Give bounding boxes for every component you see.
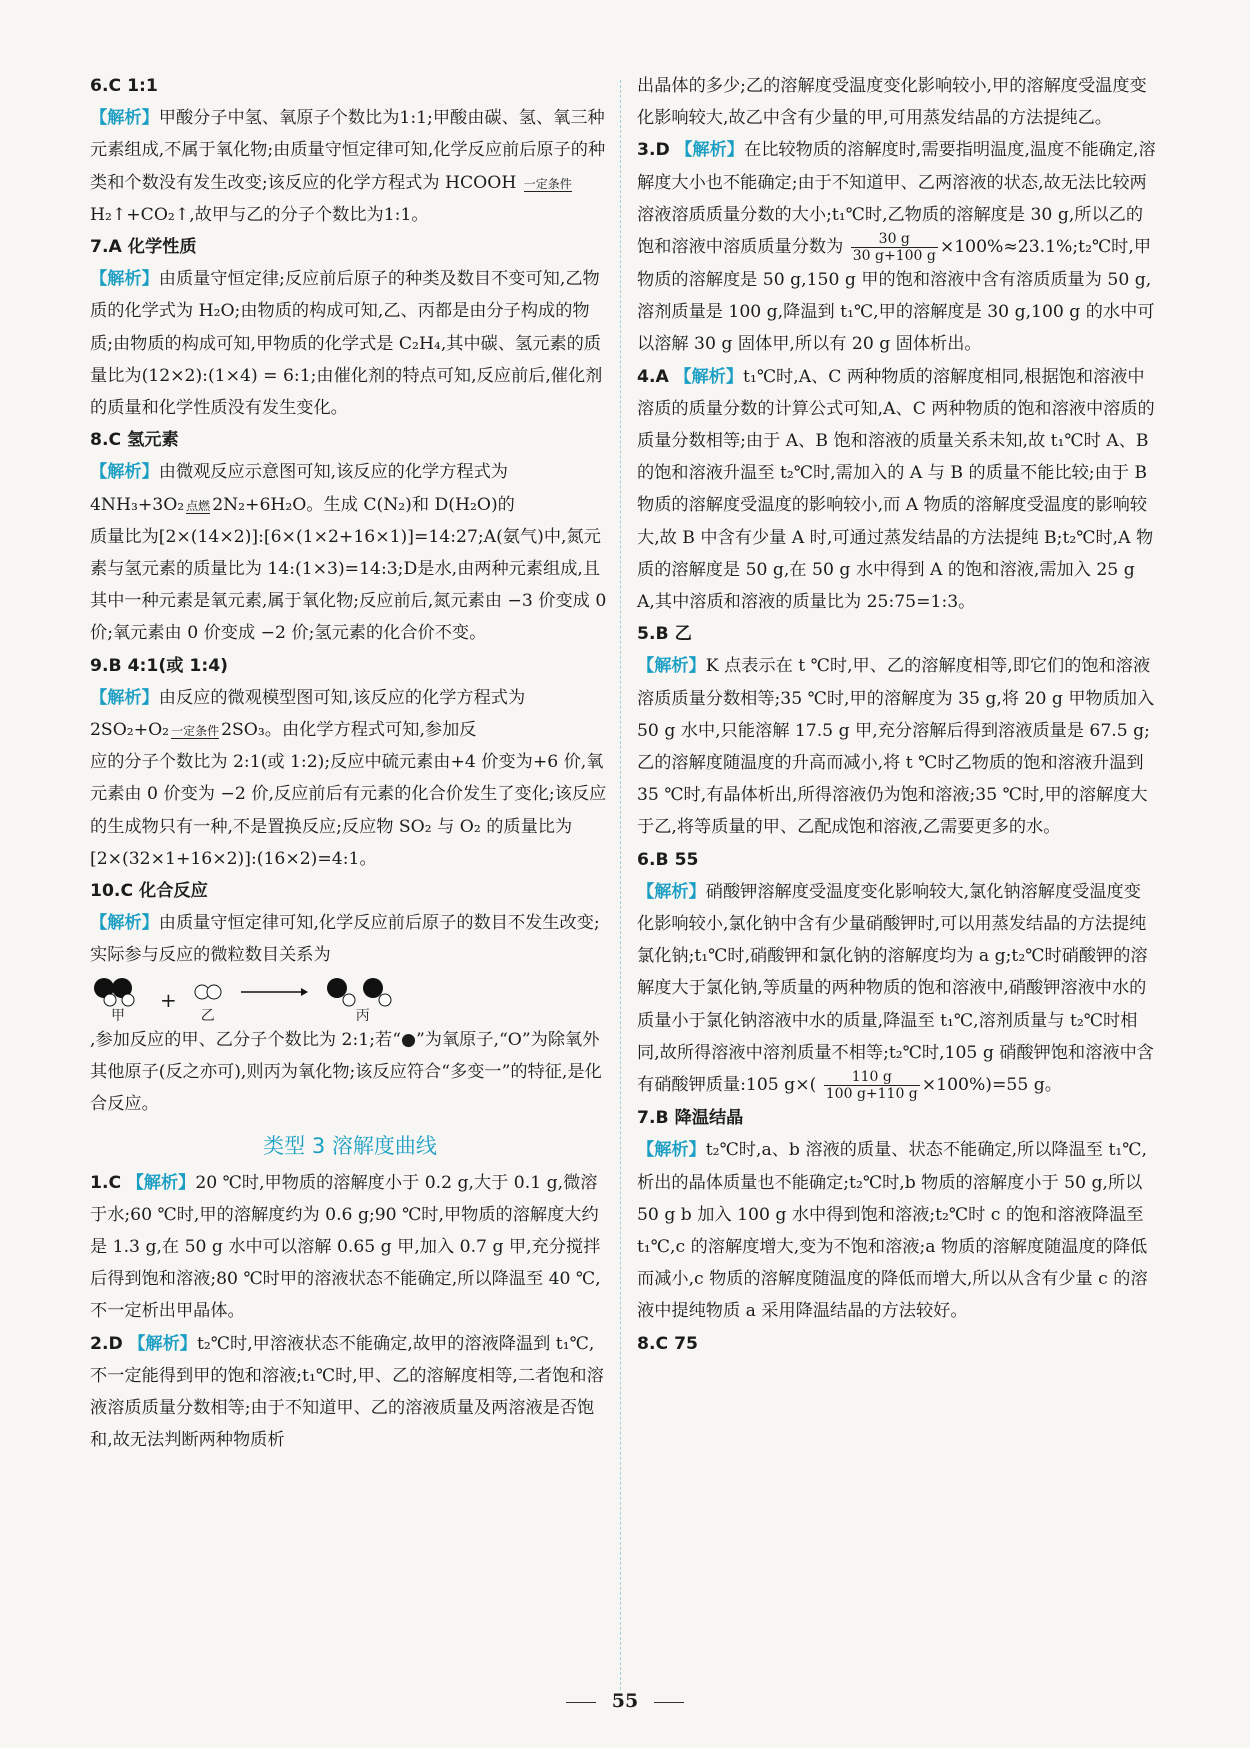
left-column xyxy=(90,70,610,1456)
answer-head: 6.B 55 xyxy=(637,849,699,870)
column-divider xyxy=(620,80,621,1690)
solubility-answer-2 xyxy=(90,1328,610,1457)
analysis-tag: 【解析】 xyxy=(90,269,159,290)
analysis-text: 质量比为[2×(14×2)]:[6×(1×2+16×1)]=14:27;A(氨气)中,氮元素与氢元素的质量比为 14:(1×3)=14:3;D是水,由两种元素组成,且其中一种元素是氧元素,属于氧化物;反应前后,氮元素由 −3 价变成 0 价;氧元素由 0 价变成 −2 价;氢元素的化合价不变。 xyxy=(90,526,607,644)
section-title: 类型 3 溶解度曲线 xyxy=(263,1134,437,1159)
reaction-arrow: 一定条件 xyxy=(523,176,572,191)
plus-sign: + xyxy=(160,987,177,1012)
answer-6 xyxy=(90,70,610,231)
answer-head: 8.C 75 xyxy=(637,1333,699,1354)
molecule-jia-icon xyxy=(90,976,146,1008)
reaction-arrow: 一定条件 xyxy=(171,724,220,739)
answer-9 xyxy=(90,650,610,875)
analysis-tag: 【解析】 xyxy=(637,656,706,677)
analysis-text: 出晶体的多少;乙的溶解度受温度变化影响较小,甲的溶解度受温度变化影响较大,故乙中含有少量的甲,可用蒸发结晶的方法提纯乙。 xyxy=(637,76,1147,129)
answer-head: 7.A 化学性质 xyxy=(90,237,197,258)
analysis-text: ×100%≈23.1%;t₂℃时,甲物质的溶解度是 50 g,150 g 甲的饱和溶液中含有溶质质量为 50 g,溶剂质量是 100 g,降温到 t₁℃,甲的溶解度是 30 g,100 g 的水中可以溶解 30 g 固体甲,所以有 20 g 固体析出。 xyxy=(637,237,1155,355)
solubility-answer-5 xyxy=(637,618,1157,843)
analysis-tag: 【解析】 xyxy=(675,140,744,161)
analysis-text: H₂↑+CO₂↑,故甲与乙的分子个数比为1:1。 xyxy=(90,204,429,225)
analysis-tag: 【解析】 xyxy=(90,913,159,934)
answer-head: 6.C 1:1 xyxy=(90,76,158,96)
analysis-text: t₁℃时,A、C 两种物质的溶解度相同,根据饱和溶液中溶质的质量分数的计算公式可知,A、C 两种物质的饱和溶液中溶质的质量分数相等;由于 A、B 饱和溶液的质量关系未知,故 t₁℃时 A、B 的饱和溶液升温至 t₂℃时,需加入的 A 与 B 的质量不能比较;由于 B 物质的溶解度受温度的影响较小,而 A 物质的溶解度受温度的影响较大,故 B 中含有少量 A 时,可通过蒸发结晶的方法提纯 B;t₂℃时,A 物质的溶解度是 50 g,在 50 g 水中得到 A 的饱和溶液,需加入 25 g A,其中溶质和溶液的质量比为 25:75=1:3。 xyxy=(637,366,1155,613)
molecule-diagram: 甲 + 乙 丙 xyxy=(90,976,610,1024)
equation: 4NH₃+3O₂ 点燃 2N₂+6H₂O。生成 C(N₂)和 D(H₂O)的 xyxy=(90,494,515,515)
solubility-answer-3 xyxy=(637,134,1157,360)
analysis-text: 在比较物质的溶解度时,需要指明温度,温度不能确定,溶解度大小也不能确定;由于不知道甲、乙两溶液的状态,故无法比较两溶液溶质质量分数的大小;t₁℃时,乙物质的溶解度是 30 g,所以乙的饱和溶液中溶质质量分数为 xyxy=(637,140,1156,258)
solubility-answer-6 xyxy=(637,844,1157,1102)
analysis-tag: 【解析】 xyxy=(128,1333,197,1354)
analysis-text: 由质量守恒定律;反应前后原子的种类及数目不变可知,乙物质的化学式为 H₂O;由物质的构成可知,乙、丙都是由分子构成的物质;由物质的构成可知,甲物质的化学式是 C₂H₄,其中碳、氢元素的质量比为(12×2):(1×4) = 6:1;由催化剂的特点可知,反应前后,催化剂的质量和化学性质没有发生变化。 xyxy=(90,269,603,419)
reaction-arrow-icon xyxy=(239,976,309,1008)
analysis-text: 应的分子个数比为 2:1(或 1:2);反应中硫元素由+4 价变为+6 价,氧元素由 0 价变为 −2 价,反应前后有元素的化合价发生了变化;该反应的生成物只有一种,不是置换反应;反应物 SO₂ 与 O₂ 的质量比为[2×(32×1+16×2)]:(16×2)=4:1。 xyxy=(90,752,607,869)
answer-head: 5.B 乙 xyxy=(637,624,692,645)
analysis-tag: 【解析】 xyxy=(90,462,159,483)
analysis-tag: 【解析】 xyxy=(674,366,744,387)
fraction: $\frac{30 g}{30 g+100 g}$ xyxy=(852,231,936,265)
answer-10 xyxy=(90,875,610,972)
answer-head: 4.A xyxy=(637,366,669,387)
answer-8 xyxy=(90,424,610,649)
analysis-tag: 【解析】 xyxy=(126,1172,196,1193)
analysis-text: t₂℃时,甲溶液状态不能确定,故甲的溶液降温到 t₁℃,不一定能得到甲的饱和溶液;t₁℃时,甲、乙的溶解度相等,二者饱和溶液溶质质量分数相等;由于不知道甲、乙的溶液质量及两溶液是否饱和,故无法判断两种物质析 xyxy=(90,1333,604,1451)
analysis-tag: 【解析】 xyxy=(637,881,706,902)
answer-head: 8.C 氢元素 xyxy=(90,430,179,451)
answer-head: 2.D xyxy=(90,1333,123,1354)
answer-head: 10.C 化合反应 xyxy=(90,881,208,902)
analysis-text: 由质量守恒定律可知,化学反应前后原子的数目不发生改变;实际参与反应的微粒数目关系为 xyxy=(90,913,600,966)
analysis-text: ×100%)=55 g。 xyxy=(921,1075,1062,1096)
equation: 2SO₂+O₂ 一定条件 2SO₃。由化学方程式可知,参加反 xyxy=(90,720,477,741)
analysis-tag: 【解析】 xyxy=(90,108,159,129)
solubility-answer-4 xyxy=(637,361,1157,619)
analysis-tag: 【解析】 xyxy=(90,687,159,708)
answer-head: 9.B 4:1(或 1:4) xyxy=(90,655,229,676)
reaction-arrow: 点燃 xyxy=(186,498,211,513)
solubility-answer-8 xyxy=(637,1328,1157,1360)
answer-head: 7.B 降温结晶 xyxy=(637,1108,744,1129)
analysis-text: 硝酸钾溶解度受温度变化影响较大,氯化钠溶解度受温度变化影响较小,氯化钠中含有少量硝酸钾时,可以用蒸发结晶的方法提纯氯化钠;t₁℃时,硝酸钾和氯化钠的溶解度均为 a g;t₂℃时硝酸钾的溶解度大于氯化钠,等质量的两种物质的饱和溶液中,硝酸钾溶液中水的质量小于氯化钠溶液中水的质量,降温至 t₁℃,溶剂质量与 t₂℃时相同,故所得溶液中溶剂质量不相等;t₂℃时,105 g 硝酸钾饱和溶液中含有硝酸钾质量:105 g×( xyxy=(637,881,1154,1096)
analysis-text: 由反应的微观模型图可知,该反应的化学方程式为 xyxy=(158,687,526,708)
analysis-text: 由微观反应示意图可知,该反应的化学方程式为 xyxy=(158,462,508,483)
molecule-bing-icon xyxy=(323,976,403,1008)
analysis-text: 20 ℃时,甲物质的溶解度小于 0.2 g,大于 0.1 g,微溶于水;60 ℃时,甲的溶解度约为 0.6 g;90 ℃时,甲物质的溶解度大约是 1.3 g,在 50 g 水中可以溶解 0.65 g 甲,加入 0.7 g 甲,充分搅拌后得到饱和溶液;80 ℃时甲的溶液状态不能确定,所以降温至 40 ℃,不一定析出甲晶体。 xyxy=(90,1172,601,1322)
right-column xyxy=(637,70,1157,1360)
analysis-tag: 【解析】 xyxy=(637,1140,706,1161)
analysis-text: t₂℃时,a、b 溶液的质量、状态不能确定,所以降温至 t₁℃,析出的晶体质量也不能确定;t₂℃时,b 物质的溶解度小于 50 g,所以 50 g b 加入 100 g 水中得到饱和溶液;t₂℃时 c 的饱和溶液降温至 t₁℃,c 的溶解度增大,变为不饱和溶液;a 物质的溶解度随温度的降低而减小,c 物质的溶解度随温度的降低而增大,所以从含有少量 c 的溶液中提纯物质 a 采用降温结晶的方法较好。 xyxy=(637,1140,1148,1322)
answer-head: 3.D xyxy=(637,140,670,161)
molecule-yi-icon xyxy=(191,976,225,1008)
answer-7 xyxy=(90,231,610,424)
solubility-answer-7 xyxy=(637,1102,1157,1327)
solubility-answer-1 xyxy=(90,1167,610,1328)
analysis-text: 甲酸分子中氢、氧原子个数比为1:1;甲酸由碳、氢、氧三种元素组成,不属于氧化物;由质量守恒定律可知,化学反应前后原子的种类和个数没有发生改变;该反应的化学方程式为 HCOOH xyxy=(90,108,606,193)
analysis-text: K 点表示在 t ℃时,甲、乙的溶解度相等,即它们的饱和溶液溶质质量分数相等;35 ℃时,甲的溶解度为 35 g,将 20 g 甲物质加入 50 g 水中,只能溶解 17.5 g 甲,充分溶解后得到溶液质量是 67.5 g;乙的溶解度随温度的升高而减小,将 t ℃时乙物质的饱和溶液升温到 35 ℃时,有晶体析出,所得溶液仍为饱和溶液;35 ℃时,甲的溶解度大于乙,将等质量的甲、乙配成饱和溶液,乙需要更多的水。 xyxy=(637,656,1155,838)
fraction: $\frac{110 g}{100 g+110 g}$ xyxy=(825,1069,918,1103)
answer-head: 1.C xyxy=(90,1172,122,1193)
page-number: 55 xyxy=(0,1690,1250,1712)
analysis-text: ,参加反应的甲、乙分子个数比为 2:1;若“●”为氧原子,“O”为除氧外其他原子(反之亦可),则丙为氧化物;该反应符合“多变一”的特征,是化合反应。 xyxy=(90,1029,602,1115)
